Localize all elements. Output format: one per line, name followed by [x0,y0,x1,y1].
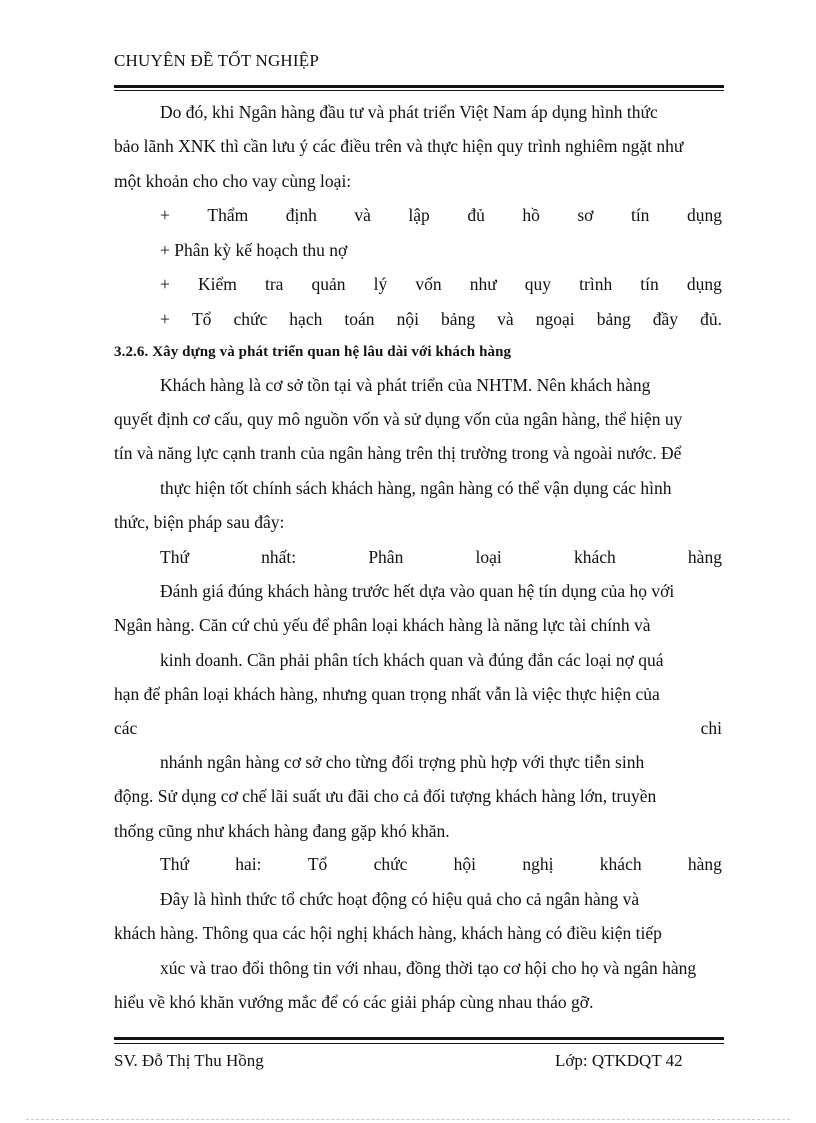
p3-line-8: thống cũng như khách hàng đang gặp khó khăn. [114,821,450,841]
word: nhất: [261,547,297,567]
word: chi [700,718,722,738]
word: quy [524,274,552,294]
p2-line-3: tín và năng lực cạnh tranh của ngân hàng trên thị trường trong và ngoài nước. Để [114,443,682,463]
word: hội [453,854,477,874]
word: + [160,274,170,294]
header-rule-thin [114,90,724,91]
word: Kiểm [197,274,237,294]
p3-line-1: Đánh giá đúng khách hàng trước hết dựa vào quan hệ tín dụng của họ với [160,581,675,601]
p3-line-7: động. Sử dụng cơ chế lãi suất ưu đãi cho cả đối tượng khách hàng lớn, truyền [114,786,657,806]
word: toán [344,309,375,329]
word: vốn [415,274,442,294]
p1-line-1: Do đó, khi Ngân hàng đầu tư và phát triển Việt Nam áp dụng hình thức [160,102,658,122]
page-header-title: CHUYÊN ĐỀ TỐT NGHIỆP [114,51,320,70]
word: hàng [687,854,722,874]
p1-line-3: một khoản cho cho vay cùng loại: [114,171,352,191]
p3-line-2: Ngân hàng. Căn cứ chủ yếu để phân loại khách hàng là năng lực tài chính và [114,615,651,635]
word: Thứ [160,854,189,874]
word: tra [264,274,284,294]
section-heading: 3.2.6. Xây dựng và phát triển quan hệ lâu dài với khách hàng [114,344,512,360]
word: Tổ [307,854,328,874]
p3-line-4: hạn để phân loại khách hàng, nhưng quan trọng nhất vẫn là việc thực hiện của [114,684,660,704]
word: hồ [522,205,540,225]
word: hạch [289,309,323,329]
word: Phân [368,547,404,567]
header-rule-thick [114,85,724,88]
footer-rule-thin [114,1043,724,1044]
word: đủ. [700,309,722,329]
word: trình [579,274,613,294]
word: nội [396,309,419,329]
word: đầy [652,309,679,329]
word: tín [640,274,659,294]
footer-class: Lớp: QTKDQT 42 [555,1051,683,1070]
p3-line-5 [114,717,722,739]
p3-line-6: nhánh ngân hàng cơ sở cho từng đối trợng phù hợp với thực tiễn sinh [160,752,645,772]
p4-line-2: khách hàng. Thông qua các hội nghị khách hàng, khách hàng có điều kiện tiếp [114,923,662,943]
word: + [160,309,170,329]
list-item-3 [160,273,722,295]
p2-line-2: quyết định cơ cấu, quy mô nguồn vốn và sử dụng vốn của ngân hàng, thể hiện uy [114,409,683,429]
word: quản [311,274,346,294]
p4-line-1: Đây là hình thức tổ chức hoạt động có hiệu quả cho cả ngân hàng và [160,889,640,909]
word: dụng [686,205,722,225]
word: bảng [441,309,476,329]
second-measure-heading [160,853,722,875]
word: như [469,274,497,294]
p4-line-4: hiểu về khó khăn vướng mắc để có các giải pháp cùng nhau tháo gỡ. [114,992,594,1012]
word: lập [408,205,430,225]
p4-line-3: xúc và trao đổi thông tin với nhau, đồng thời tạo cơ hội cho họ và ngân hàng [160,958,697,978]
word: Thẩm [207,205,249,225]
word: ngoại [535,309,575,329]
word: Thứ [160,547,189,567]
word: + [160,205,170,225]
word: khách [599,854,642,874]
p2-line-5: thức, biện pháp sau đây: [114,512,285,532]
word: Tổ [191,309,212,329]
word: các [114,718,138,738]
word: dụng [686,274,722,294]
word: đủ [467,205,485,225]
p3-line-3: kinh doanh. Cần phải phân tích khách quan và đúng đắn các loại nợ quá [160,650,664,670]
word: định [285,205,317,225]
list-item-1 [160,204,722,226]
word: và [354,205,371,225]
word: nghị [522,854,554,874]
page-bottom-dashed-border [26,1119,790,1120]
word: chức [233,309,268,329]
p2-line-1: Khách hàng là cơ sở tồn tại và phát triển của NHTM. Nên khách hàng [160,375,651,395]
word: bảng [596,309,631,329]
word: khách [573,547,616,567]
word: sơ [577,205,594,225]
p2-line-4: thực hiện tốt chính sách khách hàng, ngân hàng có thể vận dụng các hình [160,478,672,498]
list-item-2: + Phân kỳ kế hoạch thu nợ [160,240,348,260]
first-measure-heading [160,546,722,568]
word: chức [373,854,408,874]
word: loại [475,547,502,567]
word: tín [630,205,650,225]
word: hai: [235,854,262,874]
word: hàng [687,547,722,567]
p1-line-2: bảo lãnh XNK thì cần lưu ý các điều trên và thực hiện quy trình nghiêm ngặt như [114,136,684,156]
word: lý [373,274,388,294]
footer-student-name: SV. Đỗ Thị Thu Hồng [114,1051,264,1070]
word: và [497,309,514,329]
list-item-4 [160,308,722,330]
footer-rule-thick [114,1037,724,1040]
